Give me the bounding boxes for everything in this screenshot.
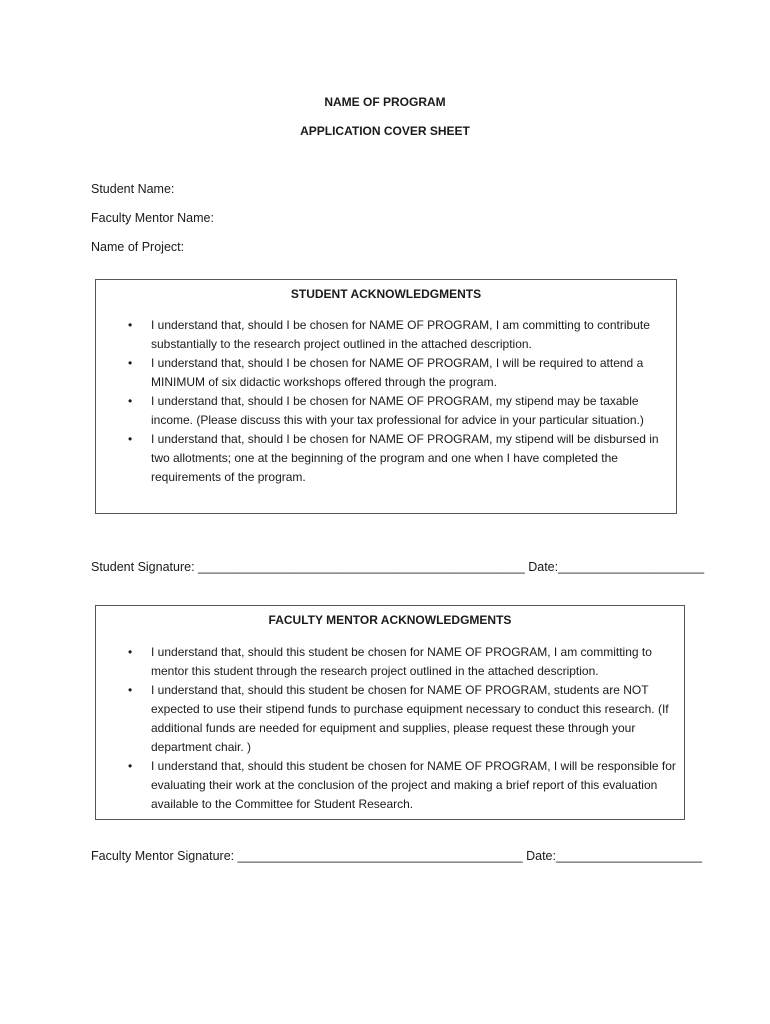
bullet-icon: • [128,394,133,408]
ack-text: I understand that, should I be chosen for NAME OF PROGRAM, I will be required to attend a MINIMUM of six didactic workshops offered through the program. [151,356,644,389]
faculty-acknowledgments-list [96,643,684,814]
bullet-icon: • [128,683,133,697]
cover-sheet-title: APPLICATION COVER SHEET [300,124,470,138]
student-acknowledgments-list [96,316,676,487]
list-item [96,681,684,757]
faculty-mentor-name-label: Faculty Mentor Name: [91,211,214,225]
bullet-icon: • [128,759,133,773]
list-item [96,354,676,392]
faculty-mentor-signature-line: Faculty Mentor Signature: _________________________________________ Date:_____________________ [91,849,702,863]
ack-text: I understand that, should I be chosen for NAME OF PROGRAM, my stipend will be disbursed in two allotments; one at the beginning of the program and one when I have completed the requirements of the program. [151,432,659,484]
bullet-icon: • [128,318,133,332]
ack-text: I understand that, should this student be chosen for NAME OF PROGRAM, students are NOT expected to use their stipend funds to purchase equipment necessary to conduct this research. (If additional funds are needed for equipment and supplies, please request these through your department chair. ) [151,683,669,754]
faculty-acknowledgments-heading: FACULTY MENTOR ACKNOWLEDGMENTS [268,613,512,627]
list-item [96,316,676,354]
bullet-icon: • [128,356,133,370]
list-item [96,430,676,487]
list-item [96,643,684,681]
ack-text: I understand that, should this student be chosen for NAME OF PROGRAM, I am committing to mentor this student through the research project outlined in the attached description. [151,645,652,678]
program-title: NAME OF PROGRAM [324,95,446,109]
ack-text: I understand that, should I be chosen for NAME OF PROGRAM, my stipend may be taxable income. (Please discuss this with your tax professional for advice in your particular situation.) [151,394,644,427]
student-signature-line: Student Signature: _______________________________________________ Date:_____________________ [91,560,705,574]
ack-text: I understand that, should this student be chosen for NAME OF PROGRAM, I will be responsible for evaluating their work at the conclusion of the project and making a brief report of this evaluation available to the Committee for Student Research. [151,759,676,811]
project-name-label: Name of Project: [91,240,185,254]
faculty-acknowledgments-box [95,605,685,820]
list-item [96,757,684,814]
bullet-icon: • [128,432,133,446]
ack-text: I understand that, should I be chosen for NAME OF PROGRAM, I am committing to contribute substantially to the research project outlined in the attached description. [151,318,650,351]
list-item [96,392,676,430]
student-acknowledgments-box [95,279,677,514]
student-acknowledgments-heading: STUDENT ACKNOWLEDGMENTS [290,287,482,301]
bullet-icon: • [128,645,133,659]
student-name-label: Student Name: [91,182,175,196]
